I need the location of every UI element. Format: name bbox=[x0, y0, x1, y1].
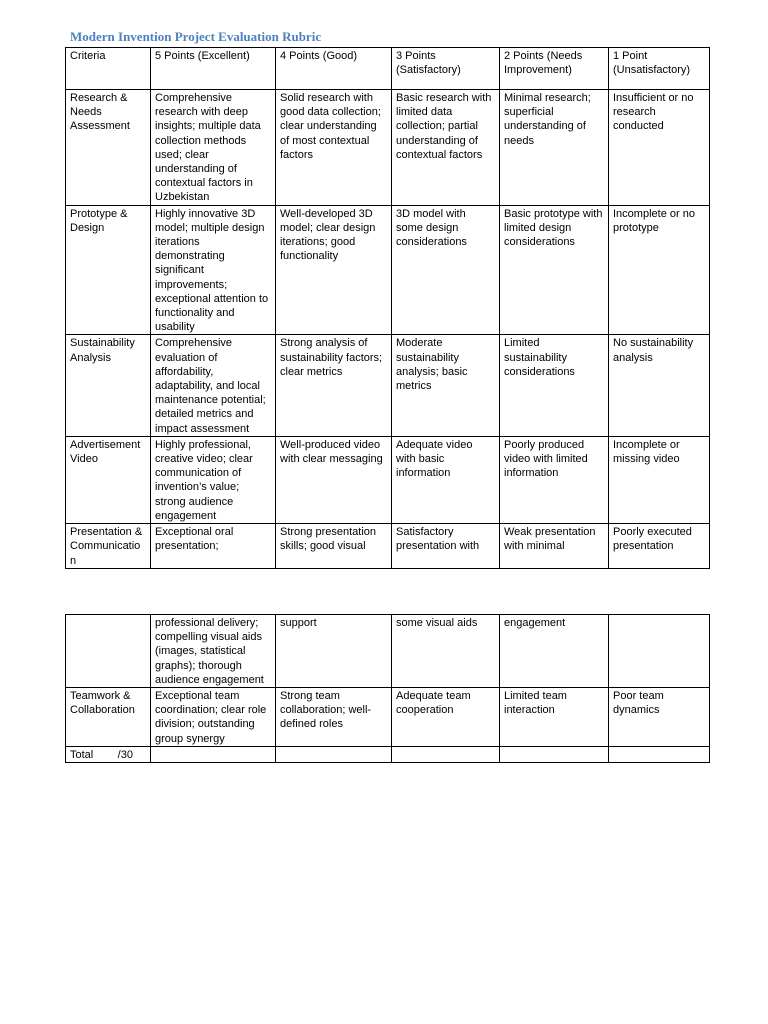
table-cell: Exceptional oral presentation; bbox=[151, 524, 276, 569]
table-cell: Basic prototype with limited design considerations bbox=[500, 205, 609, 335]
total-label: Total /30 bbox=[66, 746, 151, 762]
table-cell: Strong team collaboration; well-defined roles bbox=[276, 688, 392, 747]
table-cell: Well-developed 3D model; clear design iterations; good functionality bbox=[276, 205, 392, 335]
criteria-cell: Presentation & Communication bbox=[66, 524, 151, 569]
table-cell: Solid research with good data collection; clear understanding of most contextual factors bbox=[276, 90, 392, 206]
rubric-table-page-part-2 bbox=[65, 614, 710, 763]
table-cell: Highly innovative 3D model; multiple design iterations demonstrating significant improvements; exceptional attention to functionality and usability bbox=[151, 205, 276, 335]
table-cell: Moderate sustainability analysis; basic metrics bbox=[392, 335, 500, 436]
table-cell: Poorly executed presentation bbox=[609, 524, 710, 569]
table-cell bbox=[392, 746, 500, 762]
table-row bbox=[66, 615, 710, 688]
table-cell: Limited team interaction bbox=[500, 688, 609, 747]
total-row bbox=[66, 746, 710, 762]
table-cell: Insufficient or no research conducted bbox=[609, 90, 710, 206]
table-header-row bbox=[66, 48, 710, 90]
header-4-points: 4 Points (Good) bbox=[276, 48, 392, 90]
table-cell bbox=[609, 746, 710, 762]
table-cell: Strong presentation skills; good visual bbox=[276, 524, 392, 569]
header-2-points: 2 Points (Needs Improvement) bbox=[500, 48, 609, 90]
table-row bbox=[66, 688, 710, 747]
table-row bbox=[66, 524, 710, 569]
table-cell: 3D model with some design considerations bbox=[392, 205, 500, 335]
table-cell: Satisfactory presentation with bbox=[392, 524, 500, 569]
table-row bbox=[66, 335, 710, 436]
table-cell: Comprehensive research with deep insights; multiple data collection methods used; clear understanding of contextual factors in Uzbekistan bbox=[151, 90, 276, 206]
table-cell bbox=[609, 615, 710, 688]
table-cell: Comprehensive evaluation of affordability, adaptability, and local maintenance potential; detailed metrics and impact assessment bbox=[151, 335, 276, 436]
header-3-points: 3 Points (Satisfactory) bbox=[392, 48, 500, 90]
table-cell bbox=[500, 746, 609, 762]
table-cell: some visual aids bbox=[392, 615, 500, 688]
table-cell: support bbox=[276, 615, 392, 688]
table-row bbox=[66, 90, 710, 206]
rubric-table-page-part-1 bbox=[65, 47, 710, 569]
table-cell: No sustainability analysis bbox=[609, 335, 710, 436]
table-cell: Adequate team cooperation bbox=[392, 688, 500, 747]
table-cell: Incomplete or no prototype bbox=[609, 205, 710, 335]
table-cell bbox=[151, 746, 276, 762]
table-cell: Poor team dynamics bbox=[609, 688, 710, 747]
header-criteria: Criteria bbox=[66, 48, 151, 90]
criteria-cell: Teamwork & Collaboration bbox=[66, 688, 151, 747]
table-cell: Adequate video with basic information bbox=[392, 436, 500, 523]
table-cell: Basic research with limited data collection; partial understanding of contextual factors bbox=[392, 90, 500, 206]
table-cell: Well-produced video with clear messaging bbox=[276, 436, 392, 523]
header-1-point: 1 Point (Unsatisfactory) bbox=[609, 48, 710, 90]
table-cell: Highly professional, creative video; clear communication of invention’s value; strong audience engagement bbox=[151, 436, 276, 523]
table-cell: professional delivery; compelling visual aids (images, statistical graphs); thorough audience engagement bbox=[151, 615, 276, 688]
criteria-cell: Prototype & Design bbox=[66, 205, 151, 335]
header-5-points: 5 Points (Excellent) bbox=[151, 48, 276, 90]
table-cell: Minimal research; superficial understanding of needs bbox=[500, 90, 609, 206]
criteria-cell bbox=[66, 615, 151, 688]
table-cell: engagement bbox=[500, 615, 609, 688]
table-row bbox=[66, 436, 710, 523]
table-cell: Poorly produced video with limited information bbox=[500, 436, 609, 523]
table-cell: Strong analysis of sustainability factors; clear metrics bbox=[276, 335, 392, 436]
table-cell: Limited sustainability considerations bbox=[500, 335, 609, 436]
criteria-cell: Advertisement Video bbox=[66, 436, 151, 523]
document-title: Modern Invention Project Evaluation Rubric bbox=[70, 29, 322, 44]
criteria-cell: Research & Needs Assessment bbox=[66, 90, 151, 206]
table-cell: Incomplete or missing video bbox=[609, 436, 710, 523]
table-cell: Weak presentation with minimal bbox=[500, 524, 609, 569]
criteria-cell: Sustainability Analysis bbox=[66, 335, 151, 436]
table-cell: Exceptional team coordination; clear role division; outstanding group synergy bbox=[151, 688, 276, 747]
table-row bbox=[66, 205, 710, 335]
table-cell bbox=[276, 746, 392, 762]
